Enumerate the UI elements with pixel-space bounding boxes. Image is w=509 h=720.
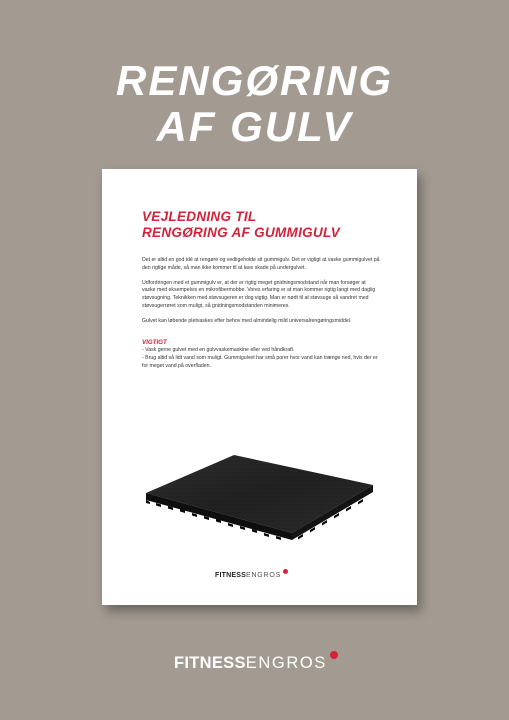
cover-title-line-2: AF GULV xyxy=(156,103,353,150)
footer-logo-strong: FITNESS xyxy=(174,654,246,672)
red-dot-badge-icon xyxy=(330,651,338,659)
document-logo-strong: FITNESS xyxy=(215,572,246,579)
footer-logo-light: ENGROS xyxy=(245,654,327,672)
document-logo-light: ENGROS xyxy=(245,572,282,579)
rubber-floor-tile-graphic xyxy=(142,437,377,547)
document-heading xyxy=(142,209,340,241)
important-bullet-2: - Brug altid så lidt vand som muligt. Gummigulvet har små porer hvor vand kan trænge ned, hvis der er for meget vand på overfladen. xyxy=(142,354,378,369)
document-body xyxy=(142,257,380,370)
document-heading-line-1: VEJLEDNING TIL xyxy=(142,209,257,224)
paragraph-challenge: Udfordringen med et gummigulv er, at der er rigtig meget gnidningsmodstand når man forsøger at vaske med eksempelvis en mikrofibermobbe. Vores erfaring er at man kommer rigtig langt med daglig støvsugning. Teknikken med støvsugeren er dog vigtig. Man er nødt til at støvsuge så vandret med støvsugerrøret som muligt, så gnidningsmodstanden minimeres. xyxy=(142,279,376,309)
important-section-title: VIGTIGT xyxy=(142,339,167,347)
red-dot-badge-icon xyxy=(283,569,288,574)
paragraph-intro: Det er altid en god idé at rengøre og vedligeholde sit gummigulv. Det er vigtigt at vaske gummigulvet på den rigtige måde, så man ikke kommer til at lave skade på undergulvet. xyxy=(142,257,380,271)
cover-title xyxy=(0,58,509,150)
paragraph-spot-cleaning: Gulvet kan løbende pletvaskes efter behov med almindelig mild universalrengøringsmiddel. xyxy=(142,317,352,324)
document-heading-line-2: RENGØRING AF GUMMIGULV xyxy=(142,225,341,240)
cover-title-line-1: RENGØRING xyxy=(115,57,393,104)
rubber-floor-tile-image xyxy=(142,437,377,547)
document-preview xyxy=(102,169,417,605)
document-brand-logo xyxy=(215,569,288,580)
footer-brand-logo xyxy=(174,651,338,673)
important-bullet-1: - Vask gerne gulvet med en gulvvaskemaskine eller ved håndkraft. xyxy=(142,347,295,354)
